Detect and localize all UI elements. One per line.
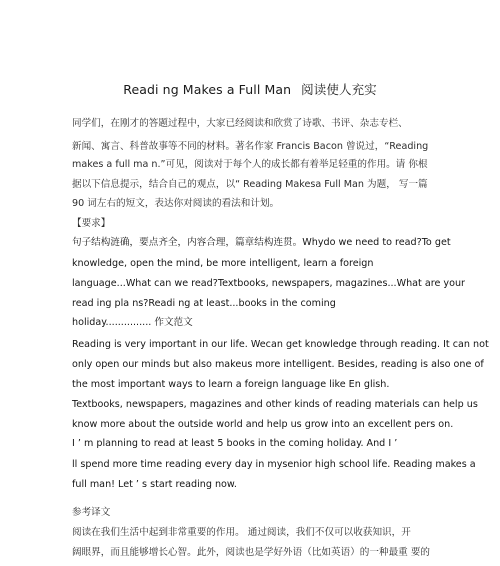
translation-line: 阔眼界，而且能够增长心智。此外，阅读也是学好外语（比如英语）的一种最重 要的: [72, 547, 431, 558]
essay-line: know more about the outside world and help us grow into an excellent pers on.: [72, 419, 454, 430]
title-english: Readi ng Makes a Full Man: [123, 82, 292, 97]
requirement-line: knowledge, open the mind, be more intelligent, learn a foreign: [72, 258, 374, 269]
translation-line: 阅读在我们生活中起到非常重要的作用。 通过阅读，我们不仅可以收获知识，开: [72, 527, 411, 538]
intro-line: 同学们，在刚才的答题过程中，大家已经阅读和欣赏了诗歌、书评、杂志专栏、: [72, 118, 408, 129]
essay-line: Reading is very important in our life. Wecan get knowledge through reading. It can not: [72, 339, 489, 350]
requirement-line: read ing pla ns?Readi ng at least...books in the coming: [72, 298, 336, 309]
document-title: [0, 80, 500, 98]
essay-line: ll spend more time reading every day in mysenior high school life. Reading makes a: [72, 459, 476, 470]
requirement-line: 句子结构涟确，要点齐全，内容合理，篇章结构连贯。Whydo we need to read?To get: [72, 237, 451, 248]
essay-line: full man! Let ’ s start reading now.: [72, 479, 237, 490]
essay-line: Textbooks, newspapers, magazines and other kinds of reading materials can help us: [72, 399, 478, 410]
requirement-line: holiday............... 作文范文: [72, 317, 193, 328]
intro-line: 90 词左右的短文，表达你对阅读的看法和计划。: [72, 198, 280, 209]
essay-line: only open our minds but also makeus more intelligent. Besides, reading is also one of: [72, 359, 484, 370]
essay-line: I ’ m planning to read at least 5 books in the coming holiday. And I ’: [72, 438, 398, 449]
essay-line: the most important ways to learn a foreign language like En glish.: [72, 379, 390, 390]
requirement-line: language...What can we read?Textbooks, newspapers, magazines...What are your: [72, 278, 465, 289]
translation-header: 参考译文: [72, 507, 111, 518]
intro-line: 据以下信息提示，结合自己的观点，以“ Reading Makesa Full Man 为题， 写一篇: [72, 179, 428, 190]
requirements-header: 【要求】: [72, 218, 111, 229]
title-chinese: 阅读使人充实: [301, 82, 377, 97]
intro-line: makes a full ma n.”可见，阅读对于每个人的成长都有着举足轻重的作用。请 你根: [72, 159, 428, 170]
intro-line: 新闻、寓言、科普故事等不同的材料。著名作家 Francis Bacon 曾说过，“Reading: [72, 141, 429, 152]
